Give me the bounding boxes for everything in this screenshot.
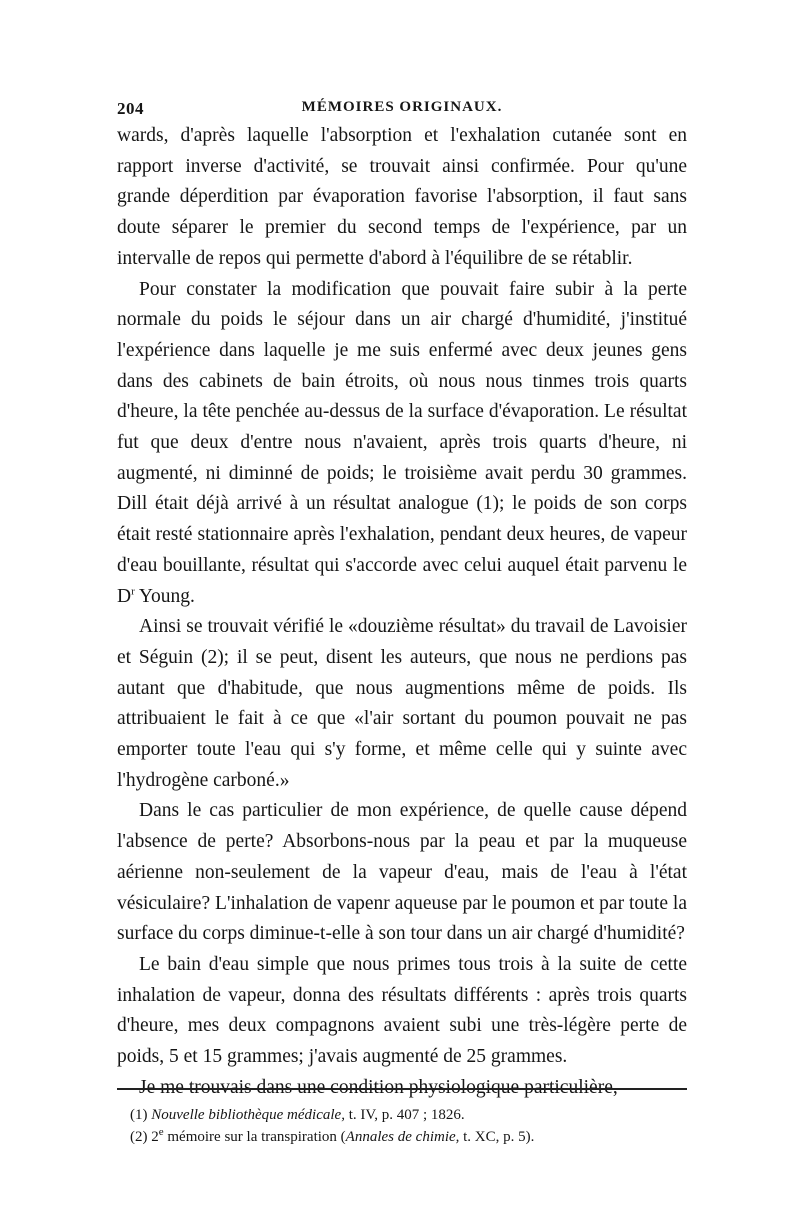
footnote-mark: (1)	[130, 1107, 148, 1123]
paragraph-text: Pour constater la modification que pouvait faire subir à la perte normale du poids le séjour dans un air chargé d'humidité, j'institué l'expérience dans laquelle je me suis enfermé avec deux jeunes gens dans des cabinets de bain étroits, où nous nous tinmes trois quarts d'heure, la tête penchée au-dessus de la surface d'évaporation. Le résultat fut que deux d'entre nous n'avaient, après trois quarts d'heure, ni augmenté, ni diminné de poids; le troisième avait perdu 30 grammes. Dill était déjà arrivé à un résultat analogue (1); le poids de son corps était resté stationnaire après l'exhalation, pendant deux heures, de vapeur d'eau bouillante, résultat qui s'accorde avec celui auquel était parvenu le D	[117, 278, 687, 607]
paragraph: Dans le cas particulier de mon expérience, de quelle cause dépend l'absence de perte? Absorbons-nous par la peau et par la muqueuse aérienne non-seulement de la vapeur d'eau, mais de l'eau à l'état vésiculaire? L'inhalation de vapenr aqueuse par le poumon et par toute la surface du corps diminue-t-elle à son tour dans un air chargé d'humidité?	[117, 800, 687, 945]
footnote-reference: t. IV, p. 407 ; 1826.	[344, 1107, 465, 1123]
footnote-source: Annales de chimie,	[345, 1129, 460, 1145]
paragraph: Le bain d'eau simple que nous primes tous trois à la suite de cette inhalation de vapeur, donna des résultats différents : après trois quarts d'heure, mes deux compagnons avaient subi une très-légère perte de poids, 5 et 15 grammes; j'avais augmenté de 25 grammes.	[117, 953, 687, 1068]
footnote-text: mémoire sur la transpiration (	[163, 1129, 346, 1145]
running-header	[117, 93, 687, 121]
paragraph: Je me trouvais dans une condition physiologique particulière,	[139, 1076, 618, 1098]
footnote	[130, 1104, 690, 1126]
superscript: r	[131, 585, 135, 598]
paragraph-tail: Young.	[134, 585, 195, 607]
footnotes	[130, 1104, 690, 1148]
footnote-source: Nouvelle bibliothèque médicale,	[151, 1107, 345, 1123]
paragraph: Ainsi se trouvait vérifié le «douzième résultat» du travail de Lavoisier et Séguin (2); il se peut, disent les auteurs, que nous ne perdions pas autant que d'habitude, que nous augmentions même de poids. Ils attribuaient le fait à ce que «l'air sortant du poumon pouvait ne pas emporter toute l'eau qui s'y forme, et même celle qui y suinte avec l'hydrogène carboné.»	[117, 616, 687, 791]
superscript: e	[158, 1126, 164, 1138]
footnote-rule	[117, 1088, 687, 1090]
page	[117, 93, 687, 1104]
footnote	[130, 1126, 690, 1148]
paragraph	[117, 275, 687, 613]
page-number: 204	[117, 99, 144, 118]
footnote-mark: (2)	[130, 1129, 148, 1145]
footnote-reference: t. XC, p. 5).	[459, 1129, 535, 1145]
body-text	[117, 121, 687, 1104]
footnote-prefix: 2	[147, 1129, 159, 1145]
running-title: MÉMOIRES ORIGINAUX.	[301, 99, 503, 115]
paragraph: wards, d'après laquelle l'absorption et l'exhalation cutanée sont en rapport inverse d'activité, se trouvait ainsi confirmée. Pour qu'une grande déperdition par évaporation favorise l'absorption, il faut sans doute séparer le premier du second temps de l'expérience, par un intervalle de repos qui permette d'abord à l'équilibre de se rétablir.	[117, 125, 687, 269]
